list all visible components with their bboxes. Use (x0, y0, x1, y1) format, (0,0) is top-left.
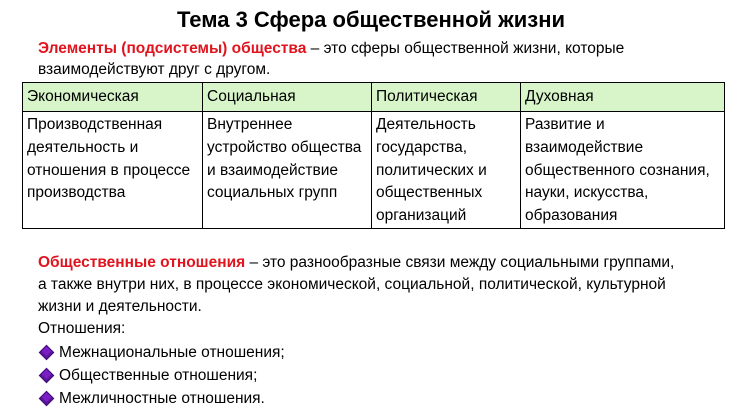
list-item-label: Общественные отношения; (59, 367, 258, 384)
list-item-label: Межнациональные отношения; (59, 344, 285, 361)
list-item (38, 387, 285, 410)
cell-social: Внутреннее устройство общества и взаимодействие социальных групп (203, 112, 372, 229)
list-heading: Отношения: (38, 320, 126, 337)
header-spiritual: Духовная (521, 83, 725, 112)
list-item (38, 341, 285, 364)
relations-text: – это разнообразные связи между социальными группами, а также внутри них, в процессе экономической, социальной, политической, культурной жизни и деятельности. (38, 254, 675, 315)
purple-diamond-icon (39, 368, 55, 384)
purple-diamond-icon (39, 391, 55, 407)
intro-text: – это сферы общественной жизни, которые взаимодействуют друг с другом. (38, 40, 625, 78)
table-header-row (23, 83, 725, 112)
cell-economic: Производственная деятельность и отношения в процессе производства (23, 112, 203, 229)
table-row (23, 112, 725, 229)
relations-list (38, 341, 285, 410)
relations-term: Общественные отношения (38, 254, 246, 271)
cell-political: Деятельность государства, политических и общественных организаций (372, 112, 521, 229)
list-item (38, 364, 285, 387)
page-title: Тема 3 Сфера общественной жизни (176, 7, 566, 32)
intro-paragraph (38, 38, 718, 80)
relations-paragraph (38, 252, 678, 318)
spheres-table (22, 82, 725, 229)
header-political: Политическая (372, 83, 521, 112)
header-economic: Экономическая (23, 83, 203, 112)
intro-term: Элементы (подсистемы) общества (38, 40, 307, 57)
purple-diamond-icon (39, 345, 55, 361)
list-item-label: Межличностные отношения. (59, 390, 265, 407)
header-social: Социальная (203, 83, 372, 112)
cell-spiritual: Развитие и взаимодействие общественного сознания, науки, искусства, образования (521, 112, 725, 229)
